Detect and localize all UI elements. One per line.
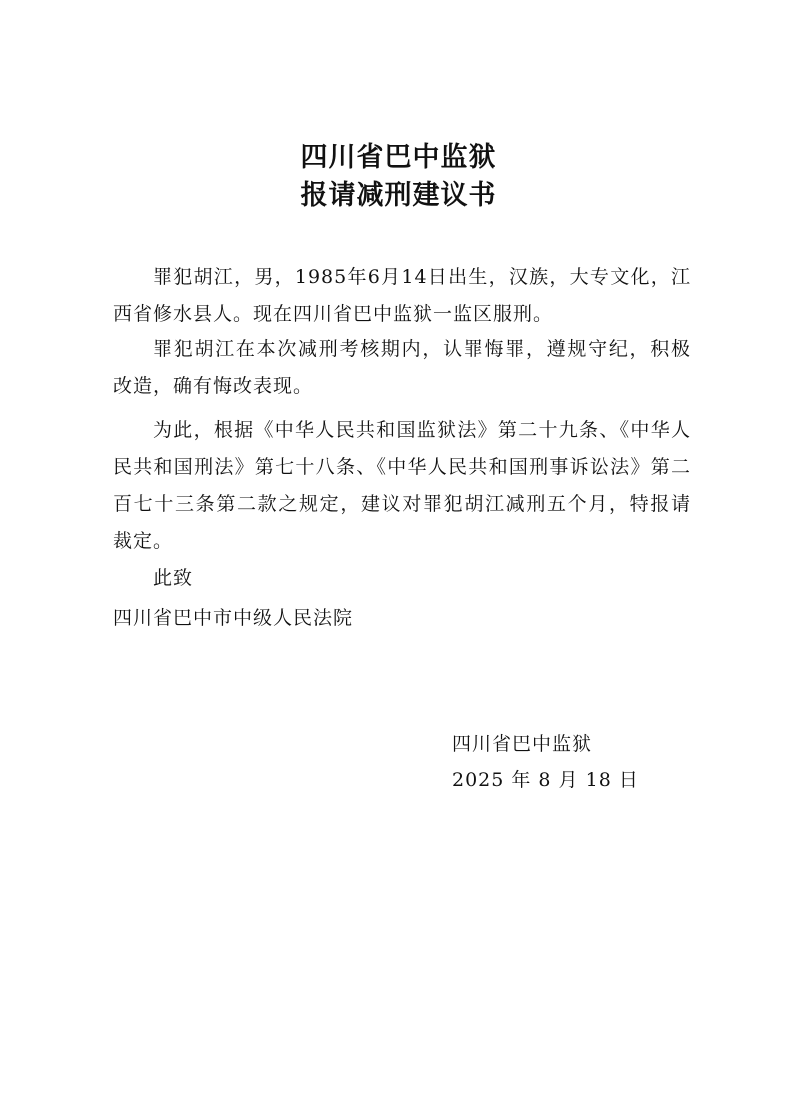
signature-date: 2025 年 8 月 18 日 <box>452 769 639 791</box>
document-title-line2: 报请减刑建议书 <box>300 180 497 211</box>
addressee: 四川省巴中市中级人民法院 <box>113 607 354 629</box>
paragraph-salutation: 此致 <box>153 567 194 589</box>
paragraph-behavior: 罪犯胡江在本次减刑考核期内，认罪悔罪，遵规守纪，积极改造，确有悔改表现。 <box>113 338 691 397</box>
document-title-line1: 四川省巴中监狱 <box>300 142 497 173</box>
paragraph-inmate-info: 罪犯胡江，男，1985年6月14日出生，汉族，大专文化，江西省修水县人。现在四川省巴中监狱一监区服刑。 <box>113 266 691 325</box>
signer-organization: 四川省巴中监狱 <box>452 733 593 755</box>
paragraph-legal-basis: 为此，根据《中华人民共和国监狱法》第二十九条、《中华人民共和国刑法》第七十八条、《中华人民共和国刑事诉讼法》第二百七十三条第二款之规定，建议对罪犯胡江减刑五个月，特报请裁定。 <box>113 419 691 552</box>
